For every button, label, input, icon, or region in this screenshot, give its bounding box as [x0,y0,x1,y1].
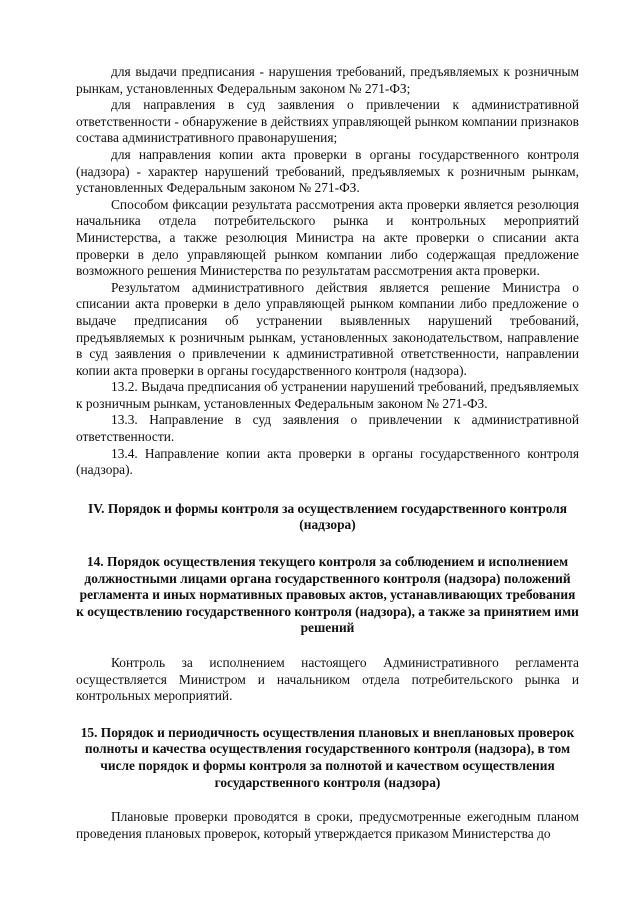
paragraph-13-3: 13.3. Направление в суд заявления о привлечении к административной ответственности. [76,412,579,445]
subsection-14-heading: 14. Порядок осуществления текущего контроля за соблюдением и исполнением должностными лицами органа государственного контроля (надзора) положений регламента и иных нормативных правовых актов, устанавливающих требования к осуществлению государственного контроля (надзора), а также за принятием ими решений [76,554,579,636]
paragraph-clause-copy: для направления копии акта проверки в органы государственного контроля (надзора) - характер нарушений требований, предъявляемых к розничным рынкам, установленных Федеральным законом № 271-ФЗ. [76,146,579,196]
paragraph-fixation-method: Способом фиксации результата рассмотрения акта проверки является резолюция начальника отдела потребительского рынка и контрольных мероприятий Министерства, а также резолюция Министра на акте проверки о списании акта проверки в дело управляющей рынком компании либо содержащая предложение возможного решения Министерства по результатам рассмотрения акта проверки. [76,196,579,279]
paragraph-13-4: 13.4. Направление копии акта проверки в органы государственного контроля (надзора). [76,445,579,478]
subsection-15-text: Плановые проверки проводятся в сроки, предусмотренные ежегодным планом проведения плановых проверок, который утверждается приказом Министерства до [76,809,579,841]
paragraph-clause-court: для направления в суд заявления о привлечении к административной ответственности - обнаружение в действиях управляющей рынком компании признаков состава административного правонарушения; [76,97,579,146]
document-page [76,64,579,842]
section-iv-heading: IV. Порядок и формы контроля за осуществлением государственного контроля (надзора) [87,500,567,533]
paragraph-result: Результатом административного действия является решение Министра о списании акта проверки в дело управляющей рынком компании либо предложение о выдаче предписания об устранении выявленных нарушений требований, предъявляемых к розничным рынкам, установленных законодательством, направление в суд заявления о привлечении к административной ответственности, направлении копии акта проверки в органы государственного контроля (надзора). [76,279,579,378]
subsection-15-heading: 15. Порядок и периодичность осуществления плановых и внеплановых проверок полноты и качества осуществления государственного контроля (надзора), в том числе порядок и формы контроля за полнотой и качеством осуществления государственного контроля (надзора) [80,724,575,790]
paragraph-13-2: 13.2. Выдача предписания об устранении нарушений требований, предъявляемых к розничным рынкам, установленных Федеральным законом № 271-ФЗ. [76,379,579,411]
paragraph-clause-prescription: для выдачи предписания - нарушения требований, предъявляемых к розничным рынкам, установленных Федеральным законом № 271-ФЗ; [76,64,579,96]
subsection-14-text: Контроль за исполнением настоящего Административного регламента осуществляется Министром и начальником отдела потребительского рынка и контрольных мероприятий. [76,655,579,704]
